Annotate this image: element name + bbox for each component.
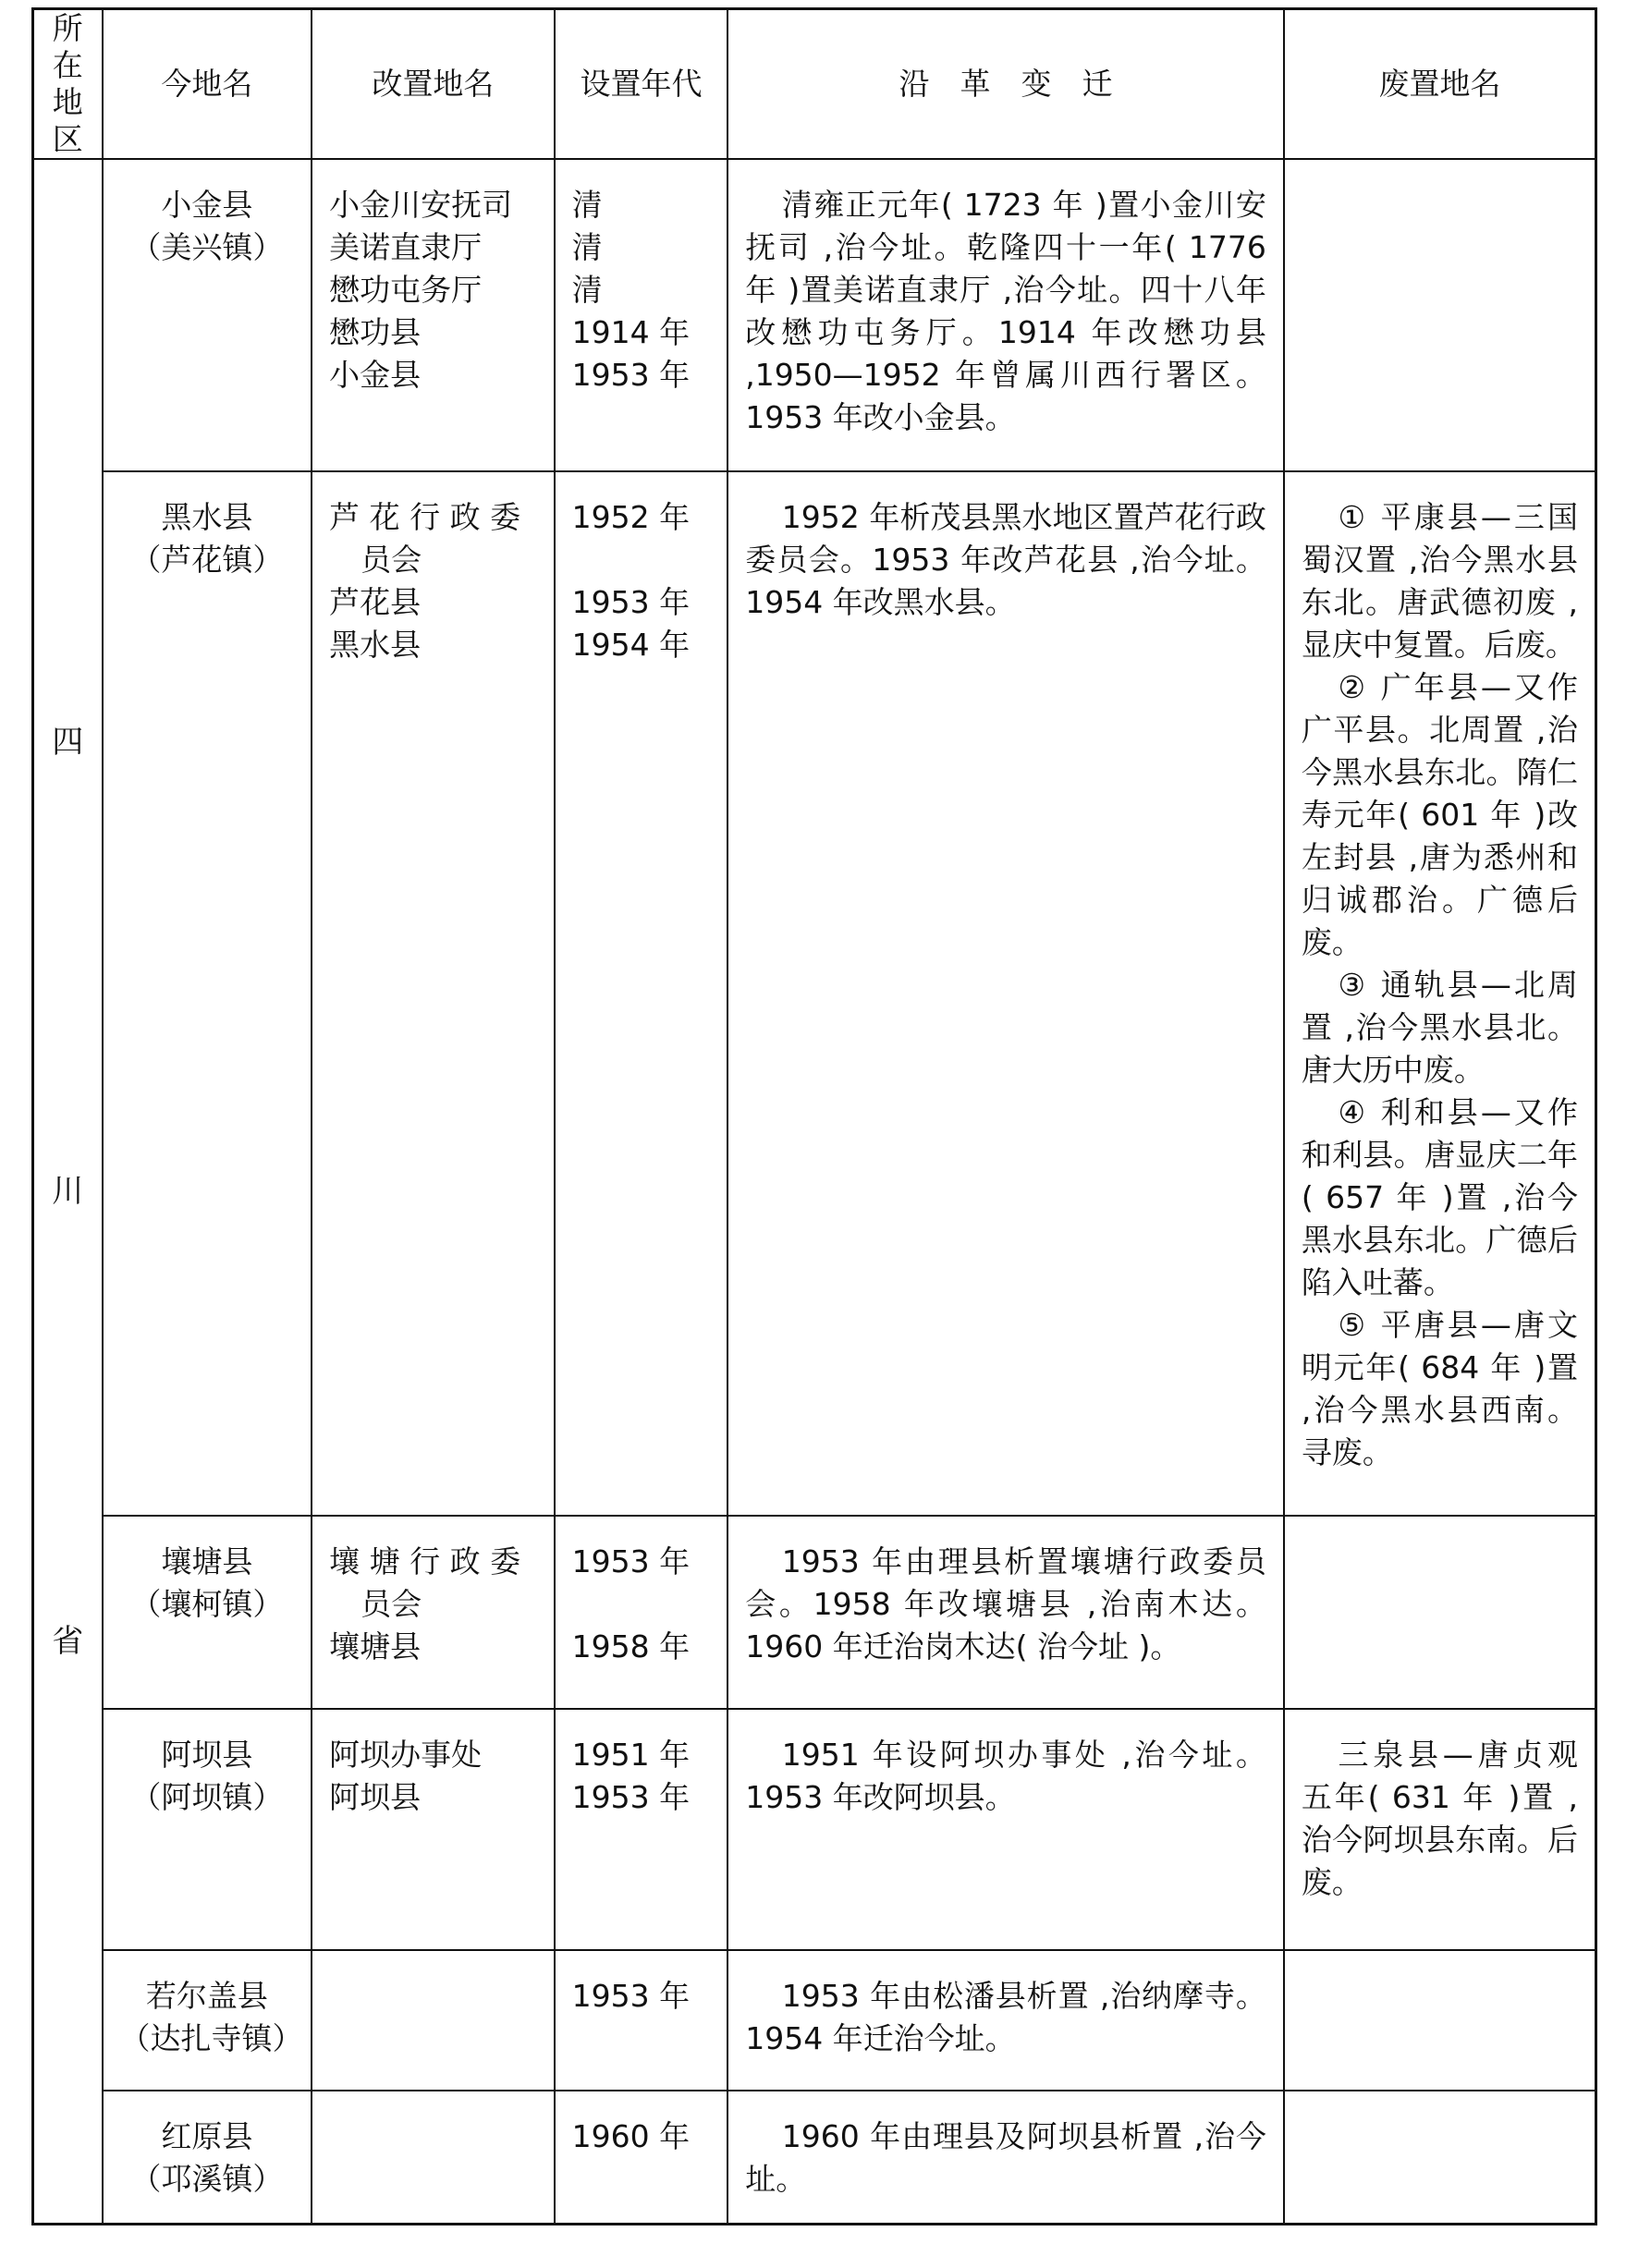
current-name-cell xyxy=(103,159,312,471)
set-years-cell xyxy=(555,2091,728,2224)
changed-name: 壤塘县 xyxy=(329,1628,422,1664)
gazetteer-table xyxy=(31,7,1597,2225)
region-char: 四 xyxy=(52,723,84,761)
abolished-cell xyxy=(1284,1516,1596,1709)
abolished-cell xyxy=(1284,1709,1596,1950)
set-year: 清 xyxy=(571,272,603,308)
set-years-cell xyxy=(555,1516,728,1709)
abolished-entry: ③ 通轨县—北周置 ,治今黑水县北。唐大历中废。 xyxy=(1301,967,1578,1089)
current-name-cell xyxy=(103,2091,312,2224)
changed-name: 员会 xyxy=(361,1585,422,1622)
table-row xyxy=(33,1709,1596,1950)
set-years-cell xyxy=(555,1950,728,2091)
region-cell xyxy=(33,159,103,2225)
county-seat: （壤柯镇） xyxy=(130,1585,284,1622)
county-name: 壤塘县 xyxy=(161,1542,253,1579)
county-name: 黑水县 xyxy=(161,499,253,536)
changed-names-cell xyxy=(312,1950,555,2091)
set-year: 1958 年 xyxy=(571,1628,691,1664)
county-name: 若尔盖县 xyxy=(145,1977,268,2014)
set-year xyxy=(572,539,711,581)
changed-name: 阿坝办事处 xyxy=(329,1736,483,1773)
set-year xyxy=(572,1583,711,1626)
history-cell xyxy=(727,2091,1284,2224)
set-year: 1953 年 xyxy=(571,584,691,621)
changed-name: 小金县 xyxy=(329,357,422,393)
changed-names-cell xyxy=(312,1709,555,1950)
table-row xyxy=(33,1950,1596,2091)
changed-name: 懋功屯务厅 xyxy=(329,272,483,308)
set-year: 清 xyxy=(571,229,603,265)
history-text: 1953 年由理县析置壤塘行政委员会。1958 年改壤塘县 ,治南木达。1960 年迁治岗木达( 治今址 )。 xyxy=(745,1542,1266,1664)
changed-names-cell xyxy=(312,159,555,471)
header-region-line2: 地区 xyxy=(52,84,83,157)
set-year: 1953 年 xyxy=(571,357,691,393)
table-row xyxy=(33,2091,1596,2224)
current-name-cell xyxy=(103,1516,312,1709)
changed-name: 芦花县 xyxy=(329,584,422,621)
set-year: 1952 年 xyxy=(571,499,691,536)
county-seat: （美兴镇） xyxy=(130,229,284,265)
changed-name: 美诺直隶厅 xyxy=(329,229,483,265)
table-row xyxy=(33,159,1596,471)
county-seat: （达扎寺镇） xyxy=(119,2019,303,2056)
header-history: 沿 革 变 迁 xyxy=(727,9,1284,160)
header-current-name: 今地名 xyxy=(103,9,312,160)
set-year: 1953 年 xyxy=(571,1778,691,1815)
set-year: 1954 年 xyxy=(571,627,691,664)
history-text: 1953 年由松潘县析置 ,治纳摩寺。1954 年迁治今址。 xyxy=(745,1977,1266,2056)
county-seat: （邛溪镇） xyxy=(130,2161,284,2198)
county-name: 红原县 xyxy=(161,2118,253,2155)
county-seat: （芦花镇） xyxy=(130,542,284,579)
abolished-entry: ② 广年县—又作广平县。北周置 ,治今黑水县东北。隋仁寿元年( 601 年 )改左封县 ,唐为悉州和归诚郡治。广德后废。 xyxy=(1301,669,1578,961)
region-char: 省 xyxy=(52,1622,84,1660)
changed-name: 阿坝县 xyxy=(329,1778,422,1815)
table-row xyxy=(33,1516,1596,1709)
county-seat: （阿坝镇） xyxy=(130,1778,284,1815)
changed-name: 壤 塘 行 政 委 xyxy=(329,1542,521,1579)
header-set-years: 设置年代 xyxy=(555,9,728,160)
header-abolished: 废置地名 xyxy=(1284,9,1596,160)
changed-name: 懋功县 xyxy=(329,314,422,350)
header-region xyxy=(33,9,103,160)
table-row xyxy=(33,471,1596,1516)
changed-name: 黑水县 xyxy=(329,627,422,664)
abolished-entry: ④ 利和县—又作和利县。唐显庆二年( 657 年 )置 ,治今黑水县东北。广德后陷入吐蕃。 xyxy=(1301,1094,1578,1301)
set-year: 1951 年 xyxy=(571,1736,691,1773)
history-cell xyxy=(727,1516,1284,1709)
abolished-cell xyxy=(1284,1950,1596,2091)
set-year: 清 xyxy=(571,187,603,223)
history-cell xyxy=(727,1950,1284,2091)
changed-names-cell xyxy=(312,471,555,1516)
abolished-entry: ① 平康县—三国蜀汉置 ,治今黑水县东北。唐武德初废 ,显庆中复置。后废。 xyxy=(1301,499,1578,664)
changed-name: 芦 花 行 政 委 xyxy=(329,499,521,536)
abolished-entry: 三泉县—唐贞观五年( 631 年 )置 ,治今阿坝县东南。后废。 xyxy=(1301,1736,1578,1900)
header-row xyxy=(33,9,1596,160)
set-years-cell xyxy=(555,471,728,1516)
abolished-cell xyxy=(1284,2091,1596,2224)
history-text: 1952 年析茂县黑水地区置芦花行政委员会。1953 年改芦花县 ,治今址。1954 年改黑水县。 xyxy=(745,499,1266,621)
set-year: 1953 年 xyxy=(571,1977,691,2014)
set-year: 1960 年 xyxy=(571,2118,691,2155)
history-cell xyxy=(727,471,1284,1516)
county-name: 阿坝县 xyxy=(161,1736,253,1773)
history-cell xyxy=(727,1709,1284,1950)
abolished-entry: ⑤ 平唐县—唐文明元年( 684 年 )置 ,治今黑水县西南。寻废。 xyxy=(1301,1307,1578,1471)
changed-name: 小金川安抚司 xyxy=(329,187,513,223)
history-cell xyxy=(727,159,1284,471)
history-text: 1960 年由理县及阿坝县析置 ,治今址。 xyxy=(745,2118,1266,2198)
changed-names-cell xyxy=(312,1516,555,1709)
current-name-cell xyxy=(103,471,312,1516)
set-years-cell xyxy=(555,159,728,471)
abolished-cell xyxy=(1284,471,1596,1516)
history-text: 1951 年设阿坝办事处 ,治今址。1953 年改阿坝县。 xyxy=(745,1736,1266,1815)
set-year: 1914 年 xyxy=(571,314,691,350)
changed-names-cell xyxy=(312,2091,555,2224)
changed-name: 员会 xyxy=(361,542,422,579)
set-years-cell xyxy=(555,1709,728,1950)
header-changed-names: 改置地名 xyxy=(312,9,555,160)
current-name-cell xyxy=(103,1709,312,1950)
header-region-line1: 所在 xyxy=(52,10,83,83)
history-text: 清雍正元年( 1723 年 )置小金川安抚司 ,治今址。乾隆四十一年( 1776 年 )置美诺直隶厅 ,治今址。四十八年改懋功屯务厅。1914 年改懋功县 ,1950—1952 年曾属川西行署区。1953 年改小金县。 xyxy=(745,187,1266,435)
set-year: 1953 年 xyxy=(571,1542,691,1579)
county-name: 小金县 xyxy=(161,187,253,223)
region-char: 川 xyxy=(52,1173,84,1210)
current-name-cell xyxy=(103,1950,312,2091)
abolished-cell xyxy=(1284,159,1596,471)
